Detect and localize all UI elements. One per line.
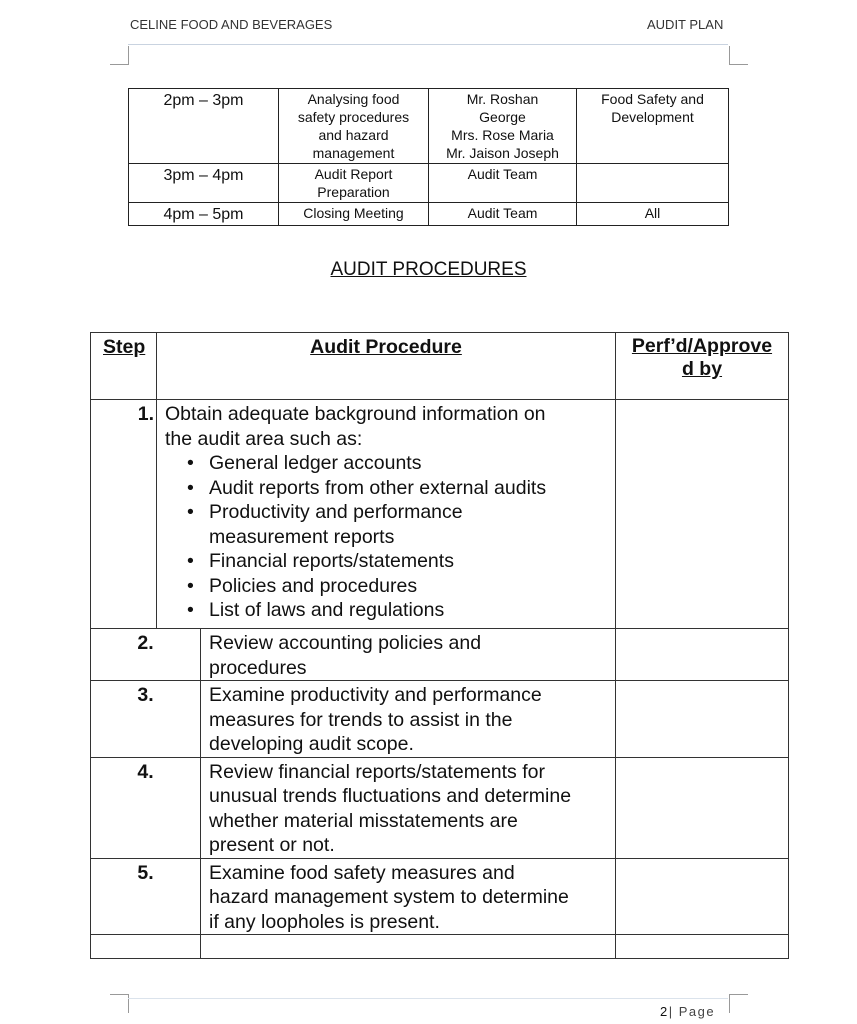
empty-row — [91, 935, 789, 959]
procedure-row — [91, 858, 789, 935]
header-step: Step — [91, 333, 157, 400]
step-line: unusual trends fluctuations and determine — [209, 785, 572, 807]
activity-line: Closing Meeting — [303, 205, 404, 221]
step-text — [157, 400, 616, 629]
header-perf-line: d by — [681, 358, 723, 380]
schedule-dept — [577, 164, 729, 203]
schedule-time: 4pm – 5pm — [129, 203, 279, 226]
person-line: Audit Team — [467, 205, 538, 221]
step-text — [201, 629, 616, 681]
bullet-item — [209, 574, 609, 599]
bullet-item — [209, 500, 609, 549]
step-number: 3. — [91, 681, 201, 758]
bullet-line: measurement reports — [209, 525, 395, 548]
bullet-item — [209, 476, 609, 501]
section-title: AUDIT PROCEDURES — [330, 259, 527, 280]
step-line: Review financial reports/statements for — [209, 760, 545, 783]
step-line: measures for trends to assist in the — [209, 708, 513, 731]
page-label: | Page — [668, 1004, 716, 1019]
person-line: Mr. Roshan — [466, 91, 539, 107]
schedule-table — [128, 88, 729, 226]
performed-by-cell — [616, 629, 789, 681]
person-line: Audit Team — [467, 166, 538, 182]
performed-by-cell — [616, 400, 789, 629]
crop-mark-bottom-right — [729, 994, 748, 1013]
header-performed-by — [616, 333, 789, 400]
schedule-row — [129, 164, 729, 203]
person-line: George — [479, 109, 526, 125]
procedure-row — [91, 757, 789, 858]
schedule-activity — [279, 203, 429, 226]
bullet-line: • List of laws and regulations — [209, 599, 445, 621]
step-line: developing audit scope. — [209, 733, 414, 755]
schedule-persons — [429, 164, 577, 203]
schedule-time: 2pm – 3pm — [129, 89, 279, 164]
activity-line: Preparation — [317, 184, 390, 200]
step-number: 4. — [91, 757, 201, 858]
activity-line: management — [312, 145, 395, 161]
page-number — [660, 1004, 715, 1019]
schedule-persons — [429, 89, 577, 164]
crop-mark-top-right — [729, 46, 748, 65]
empty-cell — [91, 935, 201, 959]
header-perf-line: Perf’d/Approve — [631, 335, 773, 357]
procedure-row — [91, 400, 789, 629]
schedule-activity — [279, 89, 429, 164]
schedule-persons — [429, 203, 577, 226]
bullet-line: • Productivity and performance — [209, 501, 463, 523]
step-text — [201, 681, 616, 758]
bullet-line: • Audit reports from other external audits — [209, 476, 547, 499]
procedures-table — [90, 332, 789, 959]
bullet-line: • General ledger accounts — [209, 452, 422, 474]
background-list — [165, 451, 609, 623]
company-name: CELINE FOOD AND BEVERAGES — [130, 17, 333, 32]
step-line: if any loopholes is present. — [209, 910, 440, 933]
page-number-value: 2 — [660, 1004, 669, 1019]
performed-by-cell — [616, 757, 789, 858]
performed-by-cell — [616, 681, 789, 758]
step-text — [201, 858, 616, 935]
crop-mark-bottom-left — [110, 994, 129, 1013]
dept-line: Development — [611, 109, 694, 125]
schedule-dept — [577, 203, 729, 226]
schedule-time: 3pm – 4pm — [129, 164, 279, 203]
document-title: AUDIT PLAN — [647, 17, 724, 32]
procedure-row — [91, 629, 789, 681]
schedule-activity — [279, 164, 429, 203]
step-number: 5. — [91, 858, 201, 935]
schedule-row — [129, 203, 729, 226]
activity-line: and hazard — [318, 127, 389, 143]
step-number: 1. — [91, 400, 157, 629]
step-line: present or not. — [209, 834, 335, 856]
step-line: Review accounting policies and — [209, 632, 482, 654]
step-line: the audit area such as: — [165, 427, 363, 450]
step-line: procedures — [209, 656, 307, 679]
activity-line: Analysing food — [307, 91, 400, 107]
schedule-dept — [577, 89, 729, 164]
header-procedure: Audit Procedure — [157, 333, 616, 400]
schedule-row — [129, 89, 729, 164]
empty-cell — [201, 935, 616, 959]
procedures-header-row — [91, 333, 789, 400]
bullet-line: • Policies and procedures — [209, 574, 418, 597]
performed-by-cell — [616, 858, 789, 935]
step-text — [201, 757, 616, 858]
step-line: whether material misstatements are — [209, 809, 518, 832]
step-line: hazard management system to determine — [209, 886, 569, 908]
bullet-line: • Financial reports/statements — [209, 550, 454, 572]
step-line: Examine productivity and performance — [209, 684, 542, 706]
footer-rule — [128, 998, 728, 999]
empty-cell — [616, 935, 789, 959]
person-line: Mr. Jaison Joseph — [446, 145, 559, 161]
bullet-item — [209, 598, 609, 623]
step-line: Obtain adequate background information on — [165, 403, 546, 425]
step-line: Examine food safety measures and — [209, 861, 515, 884]
crop-mark-top-left — [110, 46, 129, 65]
bullet-item — [209, 549, 609, 574]
person-line: Mrs. Rose Maria — [451, 127, 554, 143]
step-number: 2. — [91, 629, 201, 681]
procedure-row — [91, 681, 789, 758]
bullet-item — [209, 451, 609, 476]
activity-line: Audit Report — [314, 166, 393, 182]
activity-line: safety procedures — [297, 109, 410, 125]
dept-line: Food Safety and — [601, 91, 704, 107]
header-rule — [128, 44, 728, 45]
dept-line: All — [644, 205, 661, 221]
